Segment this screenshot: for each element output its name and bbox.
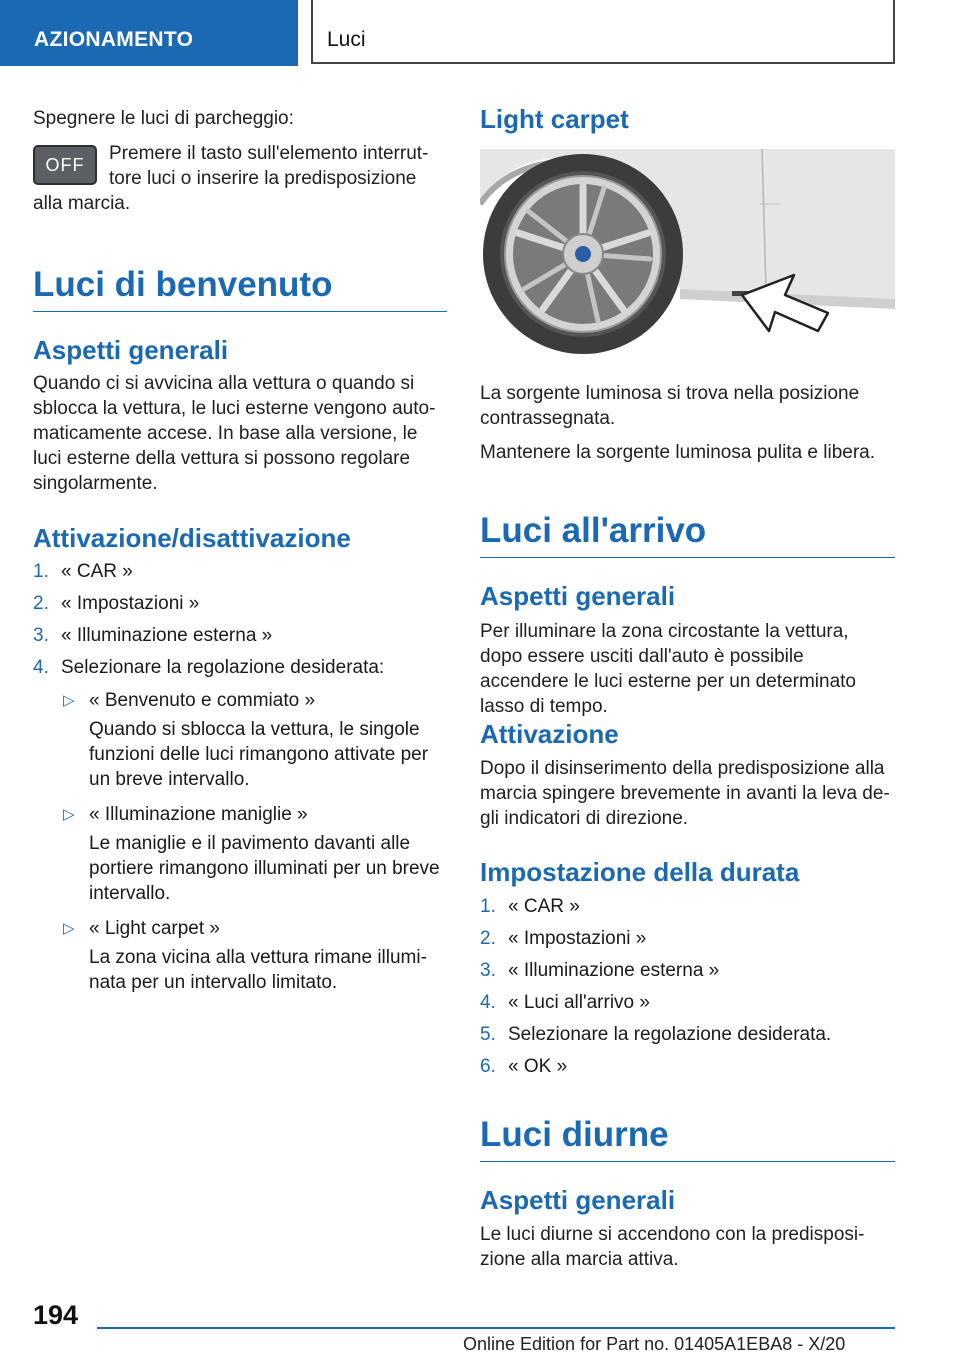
option-description: Quando si sblocca la vettura, le singole funzioni delle luci rimangono attivate per un breve intervallo.	[89, 719, 429, 790]
step-text: « Illuminazione esterna »	[61, 625, 273, 646]
list-item	[480, 1022, 895, 1047]
heading-welcome-lights: Luci di benvenuto	[33, 265, 447, 312]
option-item	[61, 802, 447, 906]
step-number: 1.	[480, 896, 496, 917]
step-text: « CAR »	[61, 561, 133, 582]
parking-instruction	[33, 141, 447, 216]
option-description: Le maniglie e il pavimento davanti alle portiere rimangono illuminati per un breve intervallo.	[89, 833, 440, 904]
heading-activation: Attivazione/disattivazione	[33, 523, 351, 553]
footer-rule	[97, 1327, 895, 1329]
option-list	[61, 688, 447, 995]
heading-overview: Aspetti generali	[33, 335, 229, 365]
list-item	[33, 623, 447, 648]
list-item	[480, 958, 895, 983]
step-text: « Luci all'arrivo »	[508, 992, 650, 1013]
arrival-activation-text: Dopo il disinserimento della predisposizione alla marcia spingere brevemente in avanti la leva degli indicatori di direzione.	[480, 758, 890, 829]
option-label: « Benvenuto e commiato »	[89, 690, 316, 711]
step-number: 2.	[33, 593, 49, 614]
parking-text: Premere il tasto sull'elemento interruttore luci o inserire la predisposizione alla marcia.	[33, 143, 429, 214]
carpet-text-clean: Mantenere la sorgente luminosa pulita e libera.	[480, 442, 876, 463]
triangle-bullet-icon: ▷	[63, 806, 75, 823]
heading-arrival-overview: Aspetti generali	[480, 581, 676, 611]
activation-steps	[33, 559, 447, 1005]
option-item	[61, 916, 447, 995]
topic-tab: Luci	[311, 0, 895, 64]
light-carpet-illustration	[480, 149, 895, 359]
option-label: « Light carpet »	[89, 918, 220, 939]
carpet-text-location: La sorgente luminosa si trova nella posizione contrassegnata.	[480, 383, 860, 429]
heading-arrival-activation: Attivazione	[480, 719, 619, 749]
step-number: 2.	[480, 928, 496, 949]
list-item	[480, 990, 895, 1015]
step-number: 4.	[33, 657, 49, 678]
triangle-bullet-icon: ▷	[63, 920, 75, 937]
step-text: « Impostazioni »	[61, 593, 200, 614]
step-number: 6.	[480, 1056, 496, 1077]
step-number: 5.	[480, 1024, 496, 1045]
option-item	[61, 688, 447, 792]
heading-drl-overview: Aspetti generali	[480, 1185, 676, 1215]
page-number: 194	[33, 1300, 79, 1330]
list-item	[33, 559, 447, 584]
parking-intro: Spegnere le luci di parcheggio:	[33, 108, 294, 129]
step-text: « Impostazioni »	[508, 928, 647, 949]
step-number: 1.	[33, 561, 49, 582]
section-tab: AZIONAMENTO	[0, 0, 298, 66]
step-text: « OK »	[508, 1056, 568, 1077]
duration-steps	[480, 894, 895, 1086]
heading-daytime-running-lights: Luci diurne	[480, 1115, 895, 1162]
step-text: « CAR »	[508, 896, 580, 917]
list-item	[480, 1054, 895, 1079]
heading-light-carpet: Light carpet	[480, 104, 629, 134]
off-key-icon: OFF	[33, 145, 97, 185]
step-number: 3.	[480, 960, 496, 981]
step-text: Selezionare la regolazione desiderata.	[508, 1024, 832, 1045]
drl-text: Le luci diurne si accendono con la predisposizione alla marcia attiva.	[480, 1224, 865, 1270]
option-label: « Illuminazione maniglie »	[89, 804, 308, 825]
triangle-bullet-icon: ▷	[63, 692, 75, 709]
list-item	[480, 926, 895, 951]
arrival-overview-text: Per illuminare la zona circostante la vettura, dopo essere usciti dall'auto è possibile accendere le luci esterne per un determinato lasso di tempo.	[480, 621, 857, 717]
list-item	[33, 655, 447, 995]
step-number: 3.	[33, 625, 49, 646]
option-description: La zona vicina alla vettura rimane illuminata per un intervallo limitato.	[89, 947, 427, 993]
step-text: Selezionare la regolazione desiderata:	[61, 657, 385, 678]
list-item	[33, 591, 447, 616]
step-number: 4.	[480, 992, 496, 1013]
list-item	[480, 894, 895, 919]
heading-arrival-lights: Luci all'arrivo	[480, 511, 895, 558]
overview-text: Quando ci si avvicina alla vettura o quando si sblocca la vettura, le luci esterne vengono automaticamente accese. In base alla versione, le luci esterne della vettura si possono regolare singolarmente.	[33, 373, 436, 494]
heading-duration-setting: Impostazione della durata	[480, 857, 800, 887]
step-text: « Illuminazione esterna »	[508, 960, 720, 981]
edition-note: Online Edition for Part no. 01405A1EBA8 - X/20	[463, 1334, 846, 1354]
